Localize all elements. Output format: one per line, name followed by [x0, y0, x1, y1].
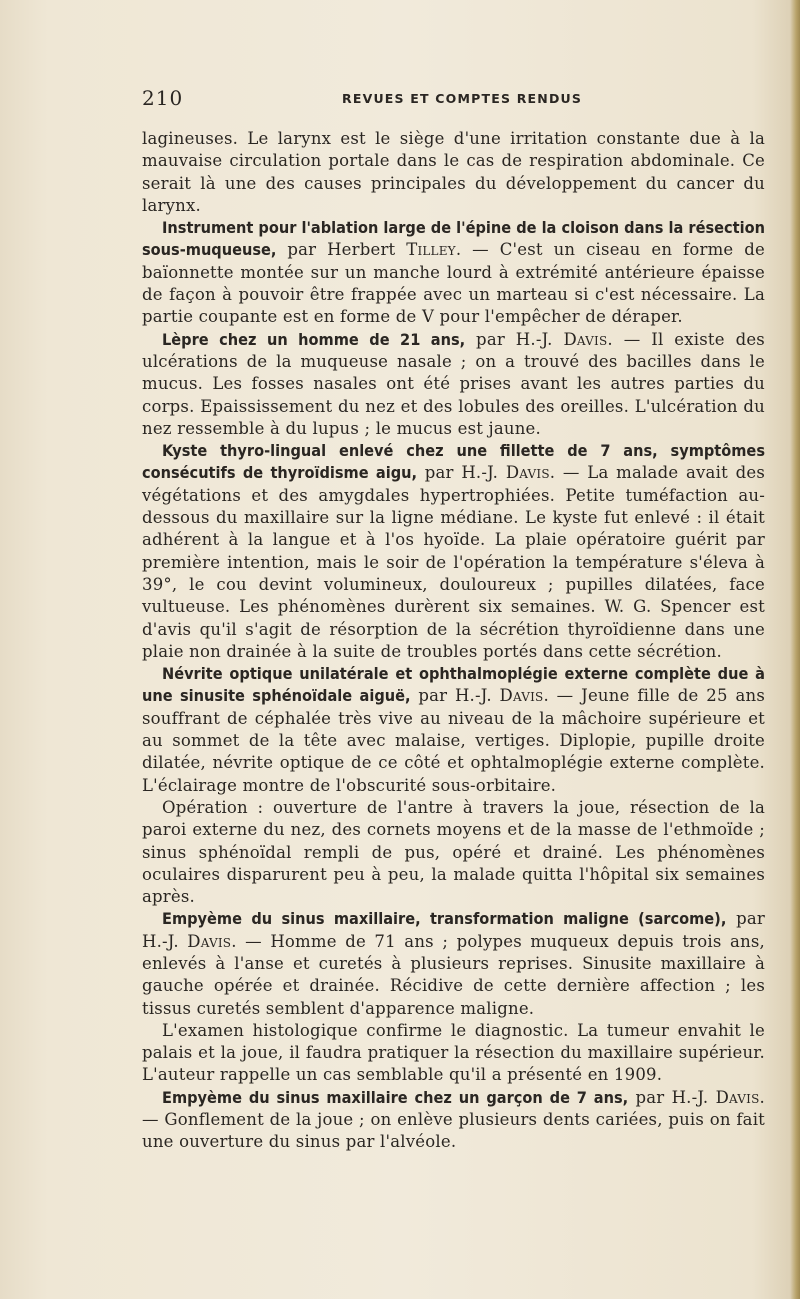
section-heading: Névrite optique unilatérale et ophthalmoplégie externe complète due à une sinusite sphénoïdale aiguë, — [142, 664, 765, 706]
author-name: Davis — [563, 329, 608, 349]
page-header — [142, 86, 762, 110]
paragraph-text: . — La malade avait des végétations et des amygdales hypertrophiées. Petite tuméfaction au-dessous du maxillaire sur la ligne médiane. Le kyste fut enlevé : il était adhérent à la langue et à l'os hyoïde. La plaie opératoire guérit par première intention, mais le soir de l'opération la température s'éleva à 39°, le cou devint volumineux, douloureux ; pupilles dilatées, face vultueuse. Les phénomènes durèrent six semaines. W. G. Spencer est d'avis qu'il s'agit de résorption de la sécrétion thyroïdienne dans une plaie non drainée à la suite de troubles portés dans cette sécrétion. — [142, 463, 765, 661]
author-prefix: par H.-J. — [142, 909, 765, 951]
author-name: Davis — [715, 1087, 760, 1107]
author-prefix: par Herbert — [276, 240, 407, 260]
author-prefix: par H.-J. — [417, 463, 506, 483]
author-name: Tilley — [406, 240, 456, 260]
paragraph-empyeme-garcon — [142, 1087, 765, 1154]
article-body — [142, 128, 765, 1154]
paragraph-text: . — Il existe des ulcérations de la muqueuse nasale ; on a trouvé des bacilles dans le mucus. Les fosses nasales ont été prises avant les autres parties du corps. Epaississement du nez et des lobules des oreilles. L'ulcération du nez ressemble à du lupus ; le mucus est jaune. — [142, 329, 765, 438]
paragraph-text: L'examen histologique confirme le diagnostic. La tumeur envahit le palais et la joue, il faudra pratiquer la résection du maxillaire supérieur. L'auteur rappelle un cas semblable qu'il a présenté en 1909. — [142, 1020, 765, 1085]
author-name: Davis — [505, 463, 550, 483]
page-edge — [790, 0, 800, 1299]
author-name: Davis — [187, 931, 232, 951]
author-prefix: par H.-J. — [628, 1087, 716, 1107]
running-title: REVUES ET COMPTES RENDUS — [342, 91, 583, 106]
paragraph-kyste — [142, 440, 765, 663]
author-name: Davis — [499, 686, 544, 706]
section-heading: Instrument pour l'ablation large de l'épine de la cloison dans la résection sous-muqueuse, — [142, 218, 765, 260]
paragraph-text: . — C'est un ciseau en forme de baïonnette montée sur un manche lourd à extrémité antérieure épaisse de façon à pouvoir être frappée avec un marteau si c'est nécessaire. La partie coupante est en forme de V pour l'empêcher de déraper. — [142, 240, 765, 327]
paragraph-text: . — Jeune fille de 25 ans souffrant de céphalée très vive au niveau de la mâchoire supérieure et au sommet de la tête avec malaise, vertiges. Diplopie, pupille droite dilatée, névrite optique de ce côté et ophtalmoplégie externe complète. L'éclairage montre de l'obscurité sous-orbitaire. — [142, 686, 765, 795]
paragraph-operation — [142, 797, 765, 908]
paragraph-text: . — Homme de 71 ans ; polypes muqueux depuis trois ans, enlevés à l'anse et curetés à plusieurs reprises. Sinusite maxillaire à gauche opérée et drainée. Récidive de cette dernière affection ; les tissus curetés semblent d'apparence maligne. — [142, 931, 766, 1018]
paragraph-nevrite — [142, 663, 765, 797]
section-heading: Kyste thyro-lingual enlevé chez une fillette de 7 ans, symptômes consécutifs de thyroïdisme aigu, — [142, 441, 765, 483]
paragraph-examen — [142, 1020, 765, 1087]
section-heading: Lèpre chez un homme de 21 ans, — [162, 329, 466, 349]
paragraph-text: Opération : ouverture de l'antre à travers la joue, résection de la paroi externe du nez, des cornets moyens et de la masse de l'ethmoïde ; sinus sphénoïdal rempli de pus, opéré et drainé. Les phénomènes oculaires disparurent peu à peu, la malade quitta l'hôpital six semaines après. — [142, 797, 765, 907]
author-prefix: par H.-J. — [465, 329, 564, 349]
paragraph-lepre — [142, 329, 765, 440]
paragraph-larynx — [142, 128, 765, 217]
paragraph-empyeme-sarcome — [142, 908, 765, 1019]
page-number: 210 — [142, 86, 184, 110]
paragraph-text: lagineuses. Le larynx est le siège d'une irritation constante due à la mauvaise circulation portale dans le cas de respiration abdominale. Ce serait là une des causes principales du développement du cancer du larynx. — [142, 129, 765, 215]
paragraph-tilley-instrument — [142, 217, 765, 328]
section-heading: Empyème du sinus maxillaire, transformation maligne (sarcome), — [162, 909, 727, 929]
section-heading: Empyème du sinus maxillaire chez un garçon de 7 ans, — [162, 1087, 629, 1107]
author-prefix: par H.-J. — [410, 686, 500, 706]
paragraph-text: . — Gonflement de la joue ; on enlève plusieurs dents cariées, puis on fait une ouverture du sinus par l'alvéole. — [142, 1087, 765, 1152]
